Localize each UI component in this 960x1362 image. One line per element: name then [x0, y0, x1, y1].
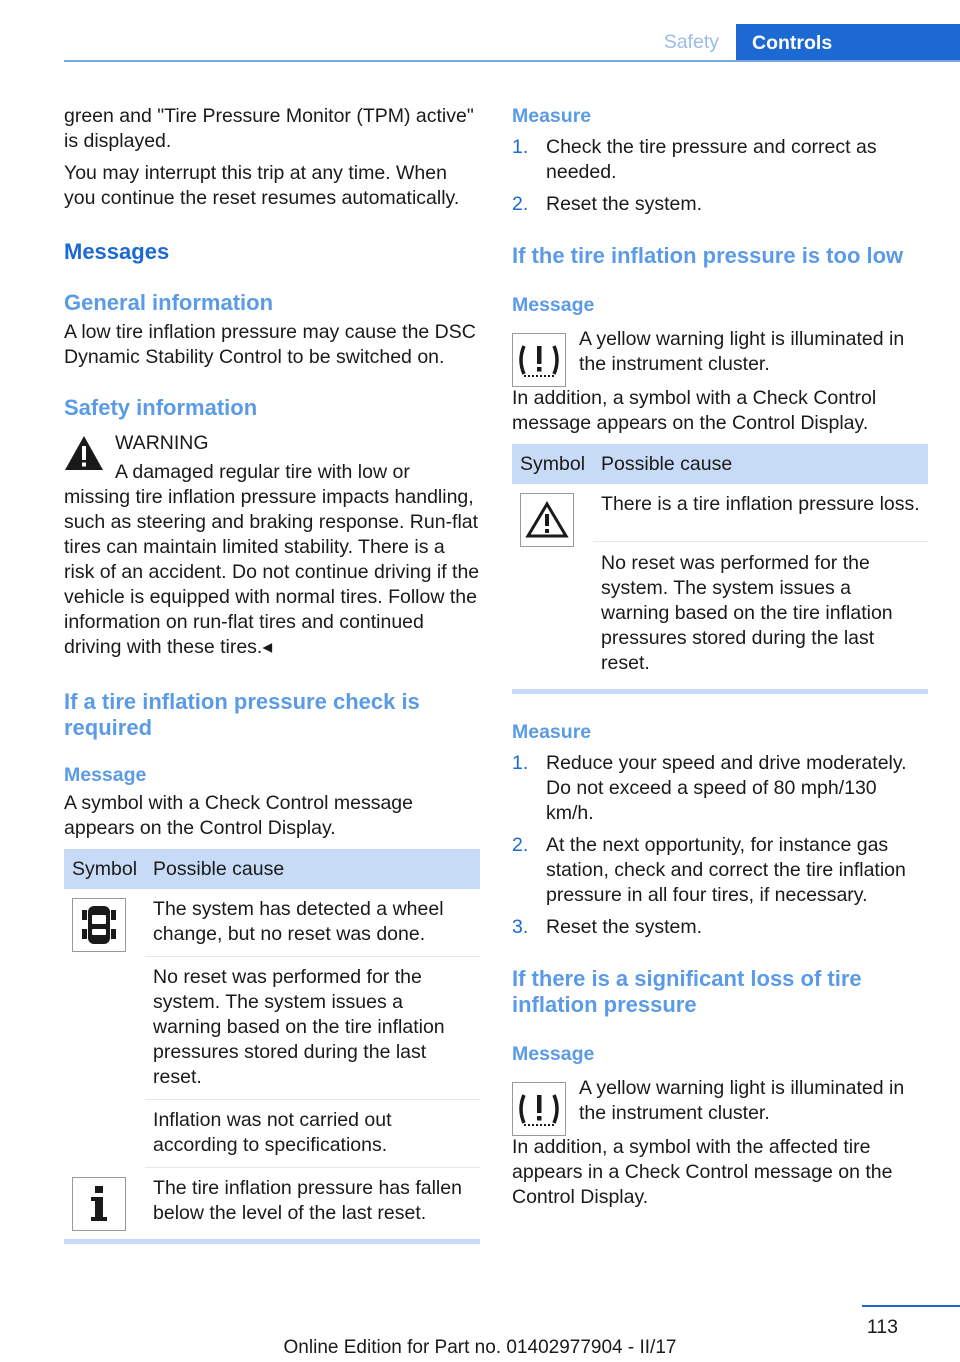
page-header	[64, 24, 960, 62]
table-header-cause: Possible cause	[593, 444, 928, 484]
heading-measure: Measure	[512, 105, 592, 127]
heading-message: Message	[512, 1043, 595, 1065]
exclamation-warning-light-icon	[512, 333, 566, 387]
table-row	[64, 1168, 480, 1236]
heading-message: Message	[64, 764, 147, 786]
message-block	[512, 1076, 928, 1132]
list-item	[512, 135, 928, 185]
table-cell-symbol	[64, 889, 145, 1168]
table-cell-cause: Inflation was not carried out according to specifications.	[145, 1100, 480, 1168]
table-header-cause: Possible cause	[145, 849, 480, 889]
table-header-row	[64, 849, 480, 889]
right-column	[512, 104, 928, 1217]
heading-messages: Messages	[64, 239, 170, 264]
paragraph: You may interrupt this trip at any time. When you continue the reset resumes automatically.	[64, 162, 460, 209]
table-cell-symbol	[512, 484, 593, 685]
table-header-symbol: Symbol	[512, 444, 593, 484]
paragraph: A symbol with a Check Control message appears on the Control Display.	[64, 792, 413, 839]
page-number: 113	[866, 1316, 898, 1338]
header-rule	[64, 60, 960, 62]
step-number: 2.	[512, 834, 529, 856]
paragraph: In addition, a symbol with a Check Control message appears on the Control Display.	[512, 387, 877, 434]
heading-pressure-check: If a tire inflation pressure check is required	[64, 689, 420, 740]
table-cell-cause: There is a tire inflation pressure loss.	[601, 493, 920, 515]
message-text: A yellow warning light is illuminated in the instrument cluster.	[579, 328, 905, 375]
step-text: At the next opportunity, for instance gas station, check and correct the tire inflation pressure in all four tires, if necessary.	[546, 834, 906, 906]
warning-block	[64, 431, 480, 660]
message-text: A yellow warning light is illuminated in the instrument cluster.	[579, 1077, 905, 1124]
table-cell-cause: No reset was performed for the system. The system issues a warning based on the tire inflation pressures stored during the last reset.	[145, 957, 480, 1100]
list-item	[512, 751, 928, 826]
message-block	[512, 327, 928, 383]
step-number: 2.	[512, 193, 529, 215]
table-header-row	[512, 444, 928, 484]
table-cell-symbol	[64, 1168, 145, 1236]
warning-title: WARNING	[115, 432, 209, 454]
heading-message: Message	[512, 294, 595, 316]
symbol-table	[64, 849, 480, 1235]
measure-list	[512, 751, 928, 940]
list-item	[512, 833, 928, 908]
info-icon	[72, 1177, 126, 1231]
left-column	[64, 104, 480, 1244]
paragraph: A low tire inflation pressure may cause the DSC Dynamic Stability Control to be switched on.	[64, 321, 476, 368]
car-wheel-icon	[72, 898, 126, 952]
heading-significant-loss: If there is a significant loss of tire inflation pressure	[512, 966, 862, 1017]
warning-triangle-icon	[520, 493, 574, 547]
table-cell-cause: The system has detected a wheel change, but no reset was done.	[153, 898, 444, 945]
step-text: Reduce your speed and drive moderately. Do not exceed a speed of 80 mph/130 km/h.	[546, 752, 907, 824]
exclamation-warning-light-icon	[512, 1082, 566, 1136]
footer-edition: Online Edition for Part no. 01402977904 - II/17	[283, 1337, 677, 1358]
symbol-table	[512, 444, 928, 685]
heading-measure: Measure	[512, 721, 592, 743]
step-text: Check the tire pressure and correct as needed.	[546, 136, 877, 183]
measure-list	[512, 135, 928, 217]
table-header-symbol: Symbol	[64, 849, 145, 889]
paragraph: In addition, a symbol with the affected tire appears in a Check Control message on the Control Display.	[512, 1136, 893, 1208]
heading-safety-information: Safety information	[64, 395, 258, 420]
footer-rule	[862, 1305, 960, 1307]
step-text: Reset the system.	[546, 193, 703, 215]
warning-triangle-icon	[64, 435, 104, 471]
step-text: Reset the system.	[546, 916, 703, 938]
list-item	[512, 915, 928, 940]
header-chapter-tab: Controls	[736, 24, 960, 62]
table-cell-cause: The tire inflation pressure has fallen below the level of the last reset.	[145, 1168, 480, 1236]
step-number: 1.	[512, 752, 529, 774]
header-section: Safety	[663, 31, 719, 53]
step-number: 3.	[512, 916, 529, 938]
list-item	[512, 192, 928, 217]
heading-pressure-too-low: If the tire inflation pressure is too low	[512, 243, 904, 268]
paragraph: green and "Tire Pressure Monitor (TPM) active" is displayed.	[64, 105, 474, 152]
table-row	[512, 484, 928, 542]
warning-text: A damaged regular tire with low or missing tire inflation pressure impacts handling, such as steering and braking response. Run-flat tires can maintain limited stability. There is a risk of an accident. Do not continue driving if the vehicle is equipped with normal tires. Follow the information on run-flat tires and continued driving with these tires.◂	[64, 461, 480, 658]
table-row	[64, 889, 480, 957]
heading-general-information: General information	[64, 290, 274, 315]
step-number: 1.	[512, 136, 529, 158]
table-cell-cause: No reset was performed for the system. The system issues a warning based on the tire inflation pressures stored during the last reset.	[593, 542, 928, 686]
table-bottom-rule	[64, 1239, 480, 1244]
